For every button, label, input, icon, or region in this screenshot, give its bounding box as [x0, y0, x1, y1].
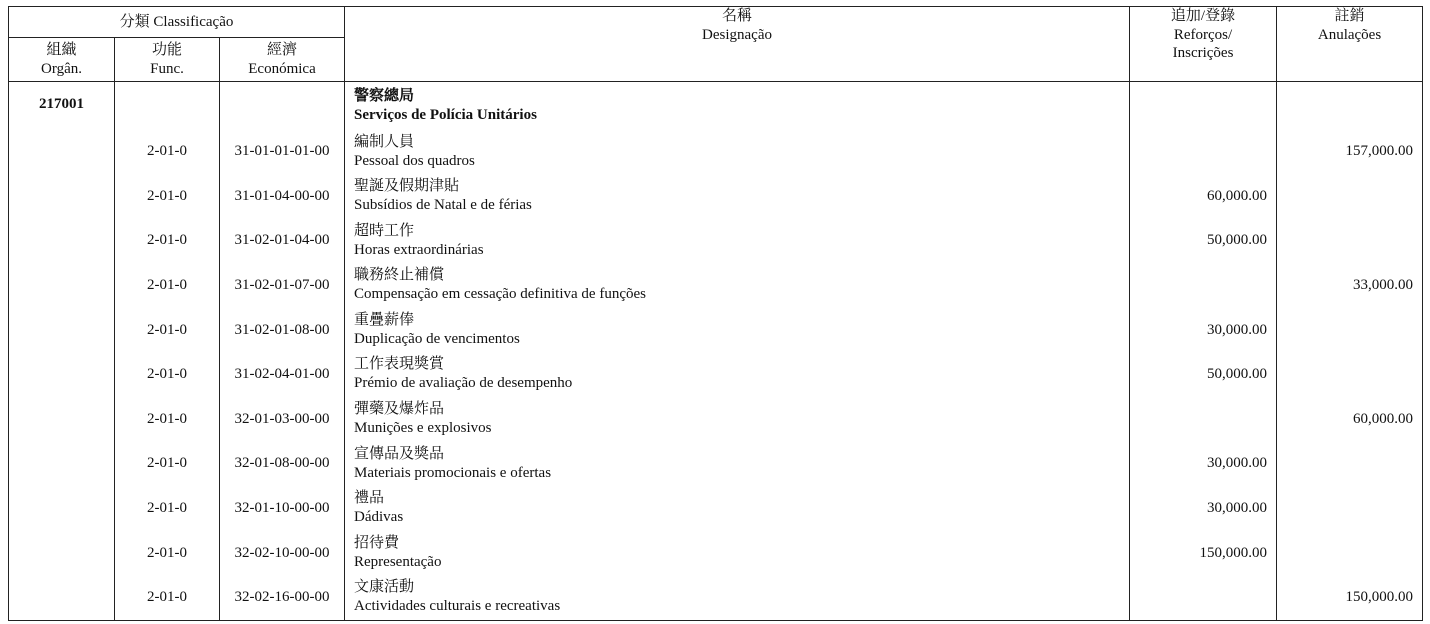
row-function-code: 2-01-0 [115, 263, 220, 308]
row-reinforcement-amount: 30,000.00 [1130, 486, 1277, 531]
row-designation-zh: 招待費 [354, 534, 400, 551]
row-designation-zh: 聖誕及假期津貼 [354, 178, 460, 195]
row-designation-zh: 重疊薪俸 [354, 311, 415, 328]
row-organ-cell [9, 397, 115, 442]
row-designation-pt: Pessoal dos quadros [354, 152, 475, 169]
cancellations-header-zh: 註銷 [1334, 8, 1365, 24]
row-organ-cell [9, 486, 115, 531]
organ-header-zh: 組織 [46, 42, 77, 58]
economic-header-zh: 經濟 [267, 42, 298, 58]
row-reinforcement-amount: 60,000.00 [1130, 174, 1277, 219]
row-designation [345, 575, 1130, 620]
organ-name-zh: 警察總局 [354, 88, 415, 104]
row-designation-zh: 職務終止補償 [354, 267, 445, 284]
row-economic-code: 32-01-03-00-00 [220, 397, 345, 442]
row-reinforcement-amount [1130, 263, 1277, 308]
budget-table [8, 6, 1423, 621]
row-designation [345, 308, 1130, 353]
row-function-code: 2-01-0 [115, 397, 220, 442]
row-economic-code: 31-02-04-01-00 [220, 352, 345, 397]
table-row [9, 308, 1423, 353]
row-organ-cell [9, 575, 115, 620]
row-function-code: 2-01-0 [115, 219, 220, 264]
row-designation-pt: Representação [354, 553, 442, 570]
organ-cancel-cell [1277, 82, 1423, 130]
organ-econ-cell [220, 82, 345, 130]
cancellations-header [1277, 7, 1423, 82]
row-organ-cell [9, 263, 115, 308]
table-row [9, 397, 1423, 442]
row-function-code: 2-01-0 [115, 130, 220, 175]
row-function-code: 2-01-0 [115, 486, 220, 531]
row-cancellation-amount [1277, 174, 1423, 219]
row-designation [345, 531, 1130, 576]
classification-header: 分類 Classificação [9, 7, 345, 38]
row-reinforcement-amount: 50,000.00 [1130, 219, 1277, 264]
row-organ-cell [9, 352, 115, 397]
row-function-code: 2-01-0 [115, 575, 220, 620]
row-designation-pt: Materiais promocionais e ofertas [354, 464, 552, 481]
reinforcements-header-pt2: Inscrições [1172, 45, 1234, 61]
row-cancellation-amount [1277, 531, 1423, 576]
economic-header-pt: Económica [248, 61, 316, 77]
row-economic-code: 32-02-16-00-00 [220, 575, 345, 620]
function-header-pt: Func. [150, 61, 184, 77]
row-designation-zh: 宣傳品及獎品 [354, 445, 445, 462]
row-reinforcement-amount: 50,000.00 [1130, 352, 1277, 397]
organ-header-pt: Orgân. [41, 61, 82, 77]
row-organ-cell [9, 219, 115, 264]
designation-header [345, 7, 1130, 82]
organ-name-pt: Serviços de Polícia Unitários [354, 107, 537, 123]
row-designation [345, 352, 1130, 397]
row-economic-code: 31-02-01-07-00 [220, 263, 345, 308]
row-function-code: 2-01-0 [115, 442, 220, 487]
row-cancellation-amount [1277, 352, 1423, 397]
function-header [115, 38, 220, 82]
table-row [9, 130, 1423, 175]
row-organ-cell [9, 174, 115, 219]
row-reinforcement-amount [1130, 130, 1277, 175]
reinforcements-header [1130, 7, 1277, 82]
row-cancellation-amount [1277, 219, 1423, 264]
organ-header [9, 38, 115, 82]
row-cancellation-amount: 60,000.00 [1277, 397, 1423, 442]
row-cancellation-amount [1277, 442, 1423, 487]
organ-code: 217001 [9, 82, 115, 130]
function-header-zh: 功能 [151, 42, 182, 58]
row-designation [345, 263, 1130, 308]
row-designation-zh: 文康活動 [354, 579, 415, 596]
row-economic-code: 31-02-01-04-00 [220, 219, 345, 264]
row-designation [345, 130, 1130, 175]
row-economic-code: 32-01-10-00-00 [220, 486, 345, 531]
row-reinforcement-amount: 30,000.00 [1130, 442, 1277, 487]
row-organ-cell [9, 531, 115, 576]
row-economic-code: 31-01-04-00-00 [220, 174, 345, 219]
table-row [9, 442, 1423, 487]
organ-add-cell [1130, 82, 1277, 130]
row-function-code: 2-01-0 [115, 531, 220, 576]
designation-header-zh: 名稱 [722, 8, 753, 24]
table-row [9, 263, 1423, 308]
row-reinforcement-amount: 30,000.00 [1130, 308, 1277, 353]
row-designation-zh: 彈藥及爆炸品 [354, 401, 445, 418]
table-row [9, 486, 1423, 531]
row-reinforcement-amount [1130, 397, 1277, 442]
row-organ-cell [9, 442, 115, 487]
row-cancellation-amount: 157,000.00 [1277, 130, 1423, 175]
row-designation-pt: Subsídios de Natal e de férias [354, 197, 532, 214]
row-cancellation-amount: 150,000.00 [1277, 575, 1423, 620]
organ-func-cell [115, 82, 220, 130]
organ-row [9, 82, 1423, 130]
row-cancellation-amount [1277, 486, 1423, 531]
row-function-code: 2-01-0 [115, 174, 220, 219]
row-cancellation-amount: 33,000.00 [1277, 263, 1423, 308]
cancellations-header-pt: Anulações [1317, 27, 1382, 43]
row-function-code: 2-01-0 [115, 308, 220, 353]
row-designation-pt: Prémio de avaliação de desempenho [354, 375, 573, 392]
row-designation-pt: Actividades culturais e recreativas [354, 598, 561, 615]
row-economic-code: 32-02-10-00-00 [220, 531, 345, 576]
row-cancellation-amount [1277, 308, 1423, 353]
row-designation [345, 219, 1130, 264]
row-reinforcement-amount [1130, 575, 1277, 620]
row-organ-cell [9, 308, 115, 353]
row-economic-code: 32-01-08-00-00 [220, 442, 345, 487]
row-economic-code: 31-02-01-08-00 [220, 308, 345, 353]
organ-name [345, 82, 1130, 130]
table-row [9, 174, 1423, 219]
designation-header-pt: Designação [702, 27, 772, 43]
reinforcements-header-pt1: Reforços/ [1173, 27, 1233, 43]
row-designation-pt: Compensação em cessação definitiva de funções [354, 286, 646, 303]
row-organ-cell [9, 130, 115, 175]
table-row [9, 219, 1423, 264]
row-designation-zh: 禮品 [354, 490, 385, 507]
row-designation-zh: 工作表現獎賞 [354, 356, 445, 373]
row-designation-pt: Duplicação de vencimentos [354, 330, 520, 347]
reinforcements-header-zh: 追加/登錄 [1170, 8, 1236, 24]
table-header [9, 7, 1423, 82]
row-economic-code: 31-01-01-01-00 [220, 130, 345, 175]
table-row [9, 531, 1423, 576]
row-designation-pt: Dádivas [354, 509, 404, 526]
row-designation [345, 486, 1130, 531]
row-designation [345, 174, 1130, 219]
row-function-code: 2-01-0 [115, 352, 220, 397]
economic-header [220, 38, 345, 82]
row-designation-pt: Horas extraordinárias [354, 241, 484, 258]
table-body [9, 82, 1423, 621]
row-designation [345, 442, 1130, 487]
row-designation-zh: 超時工作 [354, 222, 415, 239]
row-designation [345, 397, 1130, 442]
table-row [9, 575, 1423, 620]
row-designation-zh: 編制人員 [354, 133, 415, 150]
table-row [9, 352, 1423, 397]
row-reinforcement-amount: 150,000.00 [1130, 531, 1277, 576]
row-designation-pt: Munições e explosivos [354, 420, 492, 437]
